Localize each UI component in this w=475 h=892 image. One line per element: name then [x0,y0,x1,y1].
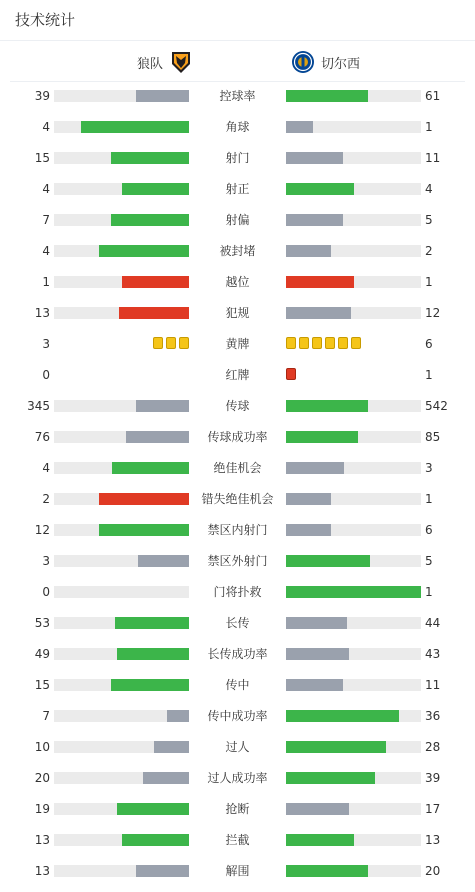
home-value: 4 [42,120,50,134]
home-bar-fill [119,307,189,319]
home-bar-track [54,400,189,412]
home-bar-fill [112,462,189,474]
stat-row [0,396,475,427]
away-value: 12 [425,306,441,320]
away-value: 13 [425,833,441,847]
away-bar-fill [286,462,344,474]
home-bar-track [54,710,189,722]
away-bar-fill [286,617,347,629]
red-card-icon [286,368,296,380]
away-bar-fill [286,400,368,412]
away-value: 20 [425,864,441,878]
away-bar-track [286,431,421,443]
stat-label: 绝佳机会 [213,461,262,475]
away-bar-fill [286,648,349,660]
stat-label: 角球 [225,120,250,134]
home-value: 10 [34,740,50,754]
stat-label: 黄牌 [225,337,250,351]
home-value: 39 [34,89,50,103]
home-bar-track [54,214,189,226]
home-value: 12 [34,523,50,537]
home-value: 4 [42,244,50,258]
wolves-crest-icon [169,50,193,74]
home-bar-fill [138,555,189,567]
away-bar-track [286,586,421,598]
home-bar-fill [99,245,189,257]
stat-label: 抢断 [225,802,250,816]
stat-label: 过人成功率 [207,771,268,785]
away-value: 6 [425,523,433,537]
away-bar-fill [286,524,331,536]
yellow-card-icon [299,337,309,349]
home-value: 3 [42,554,50,568]
yellow-card-icon [179,337,189,349]
stat-label: 传中 [225,678,250,692]
stat-label: 越位 [225,275,250,289]
away-bar-fill [286,183,354,195]
home-value: 0 [42,368,50,382]
stat-label: 禁区外射门 [207,554,268,568]
away-bar-fill [286,90,368,102]
stat-row [0,768,475,799]
away-bar-fill [286,121,313,133]
home-bar-fill [143,772,189,784]
stat-row [0,458,475,489]
away-bar-fill [286,710,399,722]
home-bar-fill [122,276,190,288]
away-bar-track [286,772,421,784]
away-value: 44 [425,616,441,630]
home-bar-fill [99,493,189,505]
away-value: 5 [425,213,433,227]
home-value: 2 [42,492,50,506]
away-bar-track [286,741,421,753]
away-bar-fill [286,245,331,257]
home-team[interactable] [137,50,193,74]
yellow-card-icon [286,337,296,349]
stat-row [0,489,475,520]
stat-row [0,272,475,303]
stat-row [0,675,475,706]
page-title: 技术统计 [15,11,76,29]
away-bar-track [286,121,421,133]
home-bar-track [54,431,189,443]
home-value: 1 [42,275,50,289]
yellow-card-icon [338,337,348,349]
home-bar-track [54,741,189,753]
home-value: 15 [34,151,50,165]
home-bar-fill [111,679,189,691]
home-value: 19 [34,802,50,816]
away-value: 2 [425,244,433,258]
yellow-card-icon [312,337,322,349]
home-value: 13 [34,833,50,847]
stat-row [0,706,475,737]
stat-label: 拦截 [225,833,250,847]
away-value: 28 [425,740,441,754]
home-bar-track [54,276,189,288]
home-bar-track [54,586,189,598]
home-bar-track [54,772,189,784]
chelsea-crest-icon [291,50,315,74]
yellow-card-icon [325,337,335,349]
home-value: 345 [27,399,50,413]
home-bar-track [54,245,189,257]
away-bar-track [286,183,421,195]
stat-label: 错失绝佳机会 [201,492,274,506]
away-bar-track [286,555,421,567]
home-bar-track [54,865,189,877]
stat-label: 禁区内射门 [207,523,268,537]
stat-label: 长传 [225,616,250,630]
home-bar-track [54,679,189,691]
stat-row [0,582,475,613]
home-bar-fill [115,617,189,629]
yellow-card-icon [166,337,176,349]
away-bar-track [286,462,421,474]
stat-label: 门将扑救 [213,585,262,599]
home-bar-track [54,803,189,815]
away-bar-track [286,245,421,257]
home-bar-track [54,493,189,505]
home-value: 0 [42,585,50,599]
home-bar-fill [117,803,189,815]
stat-label: 犯规 [225,306,250,320]
away-value: 6 [425,337,433,351]
away-bar-fill [286,834,354,846]
away-bar-track [286,400,421,412]
home-bar-track [54,524,189,536]
away-value: 542 [425,399,448,413]
away-value: 5 [425,554,433,568]
away-bar-fill [286,865,368,877]
stat-row [0,210,475,241]
away-bar-fill [286,679,343,691]
home-value: 15 [34,678,50,692]
home-bar-fill [126,431,189,443]
home-bar-track [54,307,189,319]
stat-label: 传球 [225,399,250,413]
stat-row [0,551,475,582]
away-bar-track [286,276,421,288]
away-cards [286,337,361,351]
stat-row [0,427,475,458]
stat-row [0,334,475,365]
home-value: 4 [42,182,50,196]
stat-label: 传中成功率 [207,709,268,723]
stat-label: 射正 [225,182,250,196]
away-team[interactable] [291,50,360,74]
stat-row [0,148,475,179]
home-value: 13 [34,864,50,878]
away-value: 1 [425,368,433,382]
yellow-card-icon [153,337,163,349]
away-bar-track [286,617,421,629]
away-bar-track [286,524,421,536]
away-bar-fill [286,152,343,164]
stat-label: 射偏 [225,213,250,227]
home-bar-track [54,834,189,846]
stat-row [0,303,475,334]
home-value: 53 [34,616,50,630]
home-bar-fill [122,183,190,195]
stat-row [0,241,475,272]
away-bar-track [286,803,421,815]
stat-label: 过人 [225,740,250,754]
away-value: 36 [425,709,441,723]
home-bar-fill [136,400,189,412]
header-divider [10,81,465,82]
home-bar-fill [81,121,189,133]
home-bar-track [54,90,189,102]
title-divider [0,40,475,41]
home-value: 20 [34,771,50,785]
home-bar-track [54,462,189,474]
yellow-card-icon [351,337,361,349]
away-bar-track [286,679,421,691]
stat-row [0,613,475,644]
away-bar-track [286,90,421,102]
away-value: 85 [425,430,441,444]
home-value: 7 [42,213,50,227]
stat-label: 长传成功率 [207,647,268,661]
away-value: 3 [425,461,433,475]
stat-row [0,179,475,210]
home-bar-track [54,183,189,195]
away-value: 43 [425,647,441,661]
stat-label: 射门 [225,151,250,165]
away-value: 61 [425,89,441,103]
away-bar-fill [286,493,331,505]
home-bar-fill [136,865,189,877]
away-bar-track [286,214,421,226]
home-value: 76 [34,430,50,444]
stat-row [0,520,475,551]
stat-row [0,737,475,768]
away-cards [286,368,296,382]
away-value: 17 [425,802,441,816]
away-bar-track [286,152,421,164]
home-bar-fill [122,834,190,846]
away-bar-fill [286,772,375,784]
home-cards [153,337,189,351]
home-bar-fill [117,648,189,660]
stat-row [0,117,475,148]
away-bar-track [286,834,421,846]
stat-row [0,86,475,117]
away-value: 39 [425,771,441,785]
home-value: 3 [42,337,50,351]
away-value: 11 [425,151,441,165]
away-value: 1 [425,120,433,134]
stat-label: 控球率 [219,89,256,103]
home-bar-fill [111,152,189,164]
home-value: 7 [42,709,50,723]
home-bar-track [54,617,189,629]
stat-label: 被封堵 [219,244,256,258]
away-bar-fill [286,276,354,288]
home-value: 4 [42,461,50,475]
stat-row [0,644,475,675]
away-value: 1 [425,492,433,506]
home-bar-track [54,152,189,164]
stat-row [0,861,475,892]
away-bar-fill [286,214,343,226]
home-bar-track [54,648,189,660]
away-value: 4 [425,182,433,196]
away-value: 1 [425,585,433,599]
home-team-name: 狼队 [137,56,164,72]
home-bar-track [54,555,189,567]
home-bar-track [54,121,189,133]
away-value: 1 [425,275,433,289]
stat-row [0,830,475,861]
away-bar-fill [286,741,386,753]
away-team-name: 切尔西 [321,56,361,72]
home-bar-fill [154,741,189,753]
away-value: 11 [425,678,441,692]
away-bar-track [286,710,421,722]
stat-label: 红牌 [225,368,250,382]
away-bar-fill [286,586,421,598]
home-bar-fill [99,524,189,536]
stat-label: 传球成功率 [207,430,268,444]
stat-row [0,799,475,830]
away-bar-fill [286,307,351,319]
home-bar-fill [167,710,189,722]
away-bar-track [286,648,421,660]
away-bar-fill [286,431,358,443]
away-bar-track [286,493,421,505]
home-value: 13 [34,306,50,320]
home-bar-fill [111,214,189,226]
away-bar-track [286,865,421,877]
stat-label: 解围 [225,864,250,878]
home-bar-fill [136,90,189,102]
away-bar-fill [286,555,370,567]
away-bar-track [286,307,421,319]
away-bar-fill [286,803,349,815]
home-value: 49 [34,647,50,661]
stat-row [0,365,475,396]
